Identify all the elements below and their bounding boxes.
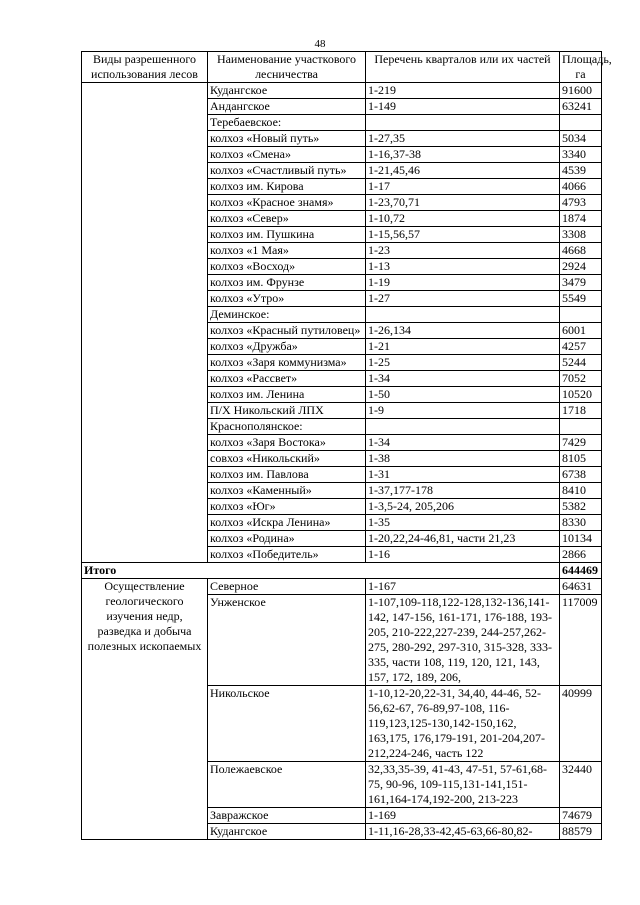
header-row <box>82 52 602 83</box>
quarters-cell <box>366 419 560 435</box>
area-cell: 3340 <box>560 147 602 163</box>
total-label: Итого <box>82 563 560 579</box>
area-cell: 2866 <box>560 547 602 563</box>
section1-body <box>82 83 602 579</box>
quarters-cell: 1-26,134 <box>366 323 560 339</box>
quarters-cell: 1-21,45,46 <box>366 163 560 179</box>
forestry-name-cell: колхоз «Родина» <box>208 531 366 547</box>
quarters-cell: 1-11,16-28,33-42,45-63,66-80,82- <box>366 824 560 840</box>
quarters-cell: 1-50 <box>366 387 560 403</box>
forestry-name-cell: колхоз «Счастливый путь» <box>208 163 366 179</box>
forestry-name-cell: Завражское <box>208 808 366 824</box>
quarters-cell: 1-169 <box>366 808 560 824</box>
area-cell: 91600 <box>560 83 602 99</box>
quarters-cell: 1-107,109-118,122-128,132-136,141-142, 147-156, 161-171, 176-188, 193-205, 210-222,227-239, 244-257,262-275, 280-292, 297-310, 315-328, 333-335, части 108, 119, 120, 121, 143, 157, 172, 189, 206, <box>366 595 560 686</box>
forestry-name-cell: колхоз «Красное знамя» <box>208 195 366 211</box>
forestry-name-cell: колхоз «Север» <box>208 211 366 227</box>
header-use-type: Виды разрешенного использования лесов <box>82 52 208 83</box>
forestry-name-cell: Краснополянское: <box>208 419 366 435</box>
area-cell: 4793 <box>560 195 602 211</box>
area-cell: 4066 <box>560 179 602 195</box>
area-cell: 117009 <box>560 595 602 686</box>
area-cell: 6738 <box>560 467 602 483</box>
area-cell: 40999 <box>560 686 602 762</box>
area-cell <box>560 115 602 131</box>
quarters-cell: 1-31 <box>366 467 560 483</box>
forestry-name-cell: Кудангское <box>208 824 366 840</box>
quarters-cell: 1-10,12-20,22-31, 34,40, 44-46, 52-56,62-67, 76-89,97-108, 116-119,123,125-130,142-150,162, 163,175, 176,179-191, 201-204,207-212,224-246, часть 122 <box>366 686 560 762</box>
forestry-name-cell: колхоз «Искра Ленина» <box>208 515 366 531</box>
forestry-name-cell: колхоз «Красный путиловец» <box>208 323 366 339</box>
forestry-name-cell: совхоз «Никольский» <box>208 451 366 467</box>
area-cell: 8410 <box>560 483 602 499</box>
area-cell: 1718 <box>560 403 602 419</box>
forestry-name-cell: Теребаевское: <box>208 115 366 131</box>
page-number: 48 <box>314 38 326 50</box>
quarters-cell: 1-37,177-178 <box>366 483 560 499</box>
area-cell: 4257 <box>560 339 602 355</box>
quarters-cell: 1-35 <box>366 515 560 531</box>
quarters-cell: 1-149 <box>366 99 560 115</box>
forestry-name-cell: колхоз им. Кирова <box>208 179 366 195</box>
section2-body <box>82 579 602 840</box>
quarters-cell: 1-3,5-24, 205,206 <box>366 499 560 515</box>
area-cell: 3308 <box>560 227 602 243</box>
area-cell: 64631 <box>560 579 602 595</box>
forestry-name-cell: колхоз «Заря коммунизма» <box>208 355 366 371</box>
use-type-cell: Осуществление геологического изучения недр, разведка и добыча полезных ископаемых <box>82 579 208 840</box>
quarters-cell: 1-219 <box>366 83 560 99</box>
area-cell: 10520 <box>560 387 602 403</box>
quarters-cell: 1-9 <box>366 403 560 419</box>
area-cell: 5034 <box>560 131 602 147</box>
total-row <box>82 563 602 579</box>
forestry-name-cell: колхоз им. Ленина <box>208 387 366 403</box>
quarters-cell <box>366 115 560 131</box>
area-cell: 4668 <box>560 243 602 259</box>
total-area: 644469 <box>560 563 602 579</box>
area-cell: 5549 <box>560 291 602 307</box>
table-row <box>82 579 602 595</box>
area-cell <box>560 307 602 323</box>
area-cell: 63241 <box>560 99 602 115</box>
forestry-name-cell: колхоз им. Павлова <box>208 467 366 483</box>
area-cell: 2924 <box>560 259 602 275</box>
quarters-cell: 1-17 <box>366 179 560 195</box>
header-area: Площадь, га <box>560 52 602 83</box>
area-cell: 8105 <box>560 451 602 467</box>
forestry-name-cell: Полежаевское <box>208 762 366 808</box>
quarters-cell: 1-13 <box>366 259 560 275</box>
quarters-cell: 1-23,70,71 <box>366 195 560 211</box>
area-cell: 10134 <box>560 531 602 547</box>
quarters-cell: 1-10,72 <box>366 211 560 227</box>
header-forestry-name: Наименование участкового лесничества <box>208 52 366 83</box>
quarters-cell: 1-16 <box>366 547 560 563</box>
quarters-cell: 1-38 <box>366 451 560 467</box>
use-type-cell-empty <box>82 83 208 563</box>
quarters-cell: 1-167 <box>366 579 560 595</box>
forestry-name-cell: колхоз им. Фрунзе <box>208 275 366 291</box>
table-row <box>82 83 602 99</box>
area-cell: 5244 <box>560 355 602 371</box>
area-cell: 3479 <box>560 275 602 291</box>
forestry-name-cell: колхоз «Дружба» <box>208 339 366 355</box>
quarters-cell: 1-34 <box>366 371 560 387</box>
quarters-cell: 1-34 <box>366 435 560 451</box>
quarters-cell: 1-20,22,24-46,81, части 21,23 <box>366 531 560 547</box>
forest-use-table <box>81 51 612 840</box>
header-quarters: Перечень кварталов или их частей <box>366 52 560 83</box>
quarters-cell: 1-27 <box>366 291 560 307</box>
quarters-cell: 1-27,35 <box>366 131 560 147</box>
quarters-cell: 1-25 <box>366 355 560 371</box>
quarters-cell: 1-16,37-38 <box>366 147 560 163</box>
forestry-name-cell: колхоз «Утро» <box>208 291 366 307</box>
area-cell: 32440 <box>560 762 602 808</box>
forestry-name-cell: колхоз «Юг» <box>208 499 366 515</box>
forestry-name-cell: Деминское: <box>208 307 366 323</box>
area-cell: 74679 <box>560 808 602 824</box>
forestry-name-cell: колхоз «Победитель» <box>208 547 366 563</box>
forestry-name-cell: Никольское <box>208 686 366 762</box>
quarters-cell <box>366 307 560 323</box>
forestry-name-cell: колхоз «Рассвет» <box>208 371 366 387</box>
area-cell: 88579 <box>560 824 602 840</box>
forestry-name-cell: колхоз «1 Мая» <box>208 243 366 259</box>
quarters-cell: 32,33,35-39, 41-43, 47-51, 57-61,68-75, 90-96, 109-115,131-141,151-161,164-174,192-200, 213-223 <box>366 762 560 808</box>
forestry-name-cell: Северное <box>208 579 366 595</box>
quarters-cell: 1-15,56,57 <box>366 227 560 243</box>
quarters-cell: 1-21 <box>366 339 560 355</box>
area-cell: 7052 <box>560 371 602 387</box>
forestry-name-cell: колхоз «Восход» <box>208 259 366 275</box>
forestry-name-cell: колхоз «Заря Востока» <box>208 435 366 451</box>
area-cell: 8330 <box>560 515 602 531</box>
forestry-name-cell: колхоз «Новый путь» <box>208 131 366 147</box>
forestry-name-cell: колхоз им. Пушкина <box>208 227 366 243</box>
forestry-name-cell: П/Х Никольский ЛПХ <box>208 403 366 419</box>
area-cell <box>560 419 602 435</box>
forestry-name-cell: Унженское <box>208 595 366 686</box>
forestry-name-cell: Кудангское <box>208 83 366 99</box>
area-cell: 5382 <box>560 499 602 515</box>
area-cell: 6001 <box>560 323 602 339</box>
quarters-cell: 1-19 <box>366 275 560 291</box>
area-cell: 4539 <box>560 163 602 179</box>
forestry-name-cell: Андангское <box>208 99 366 115</box>
area-cell: 7429 <box>560 435 602 451</box>
quarters-cell: 1-23 <box>366 243 560 259</box>
forestry-name-cell: колхоз «Смена» <box>208 147 366 163</box>
area-cell: 1874 <box>560 211 602 227</box>
forestry-name-cell: колхоз «Каменный» <box>208 483 366 499</box>
